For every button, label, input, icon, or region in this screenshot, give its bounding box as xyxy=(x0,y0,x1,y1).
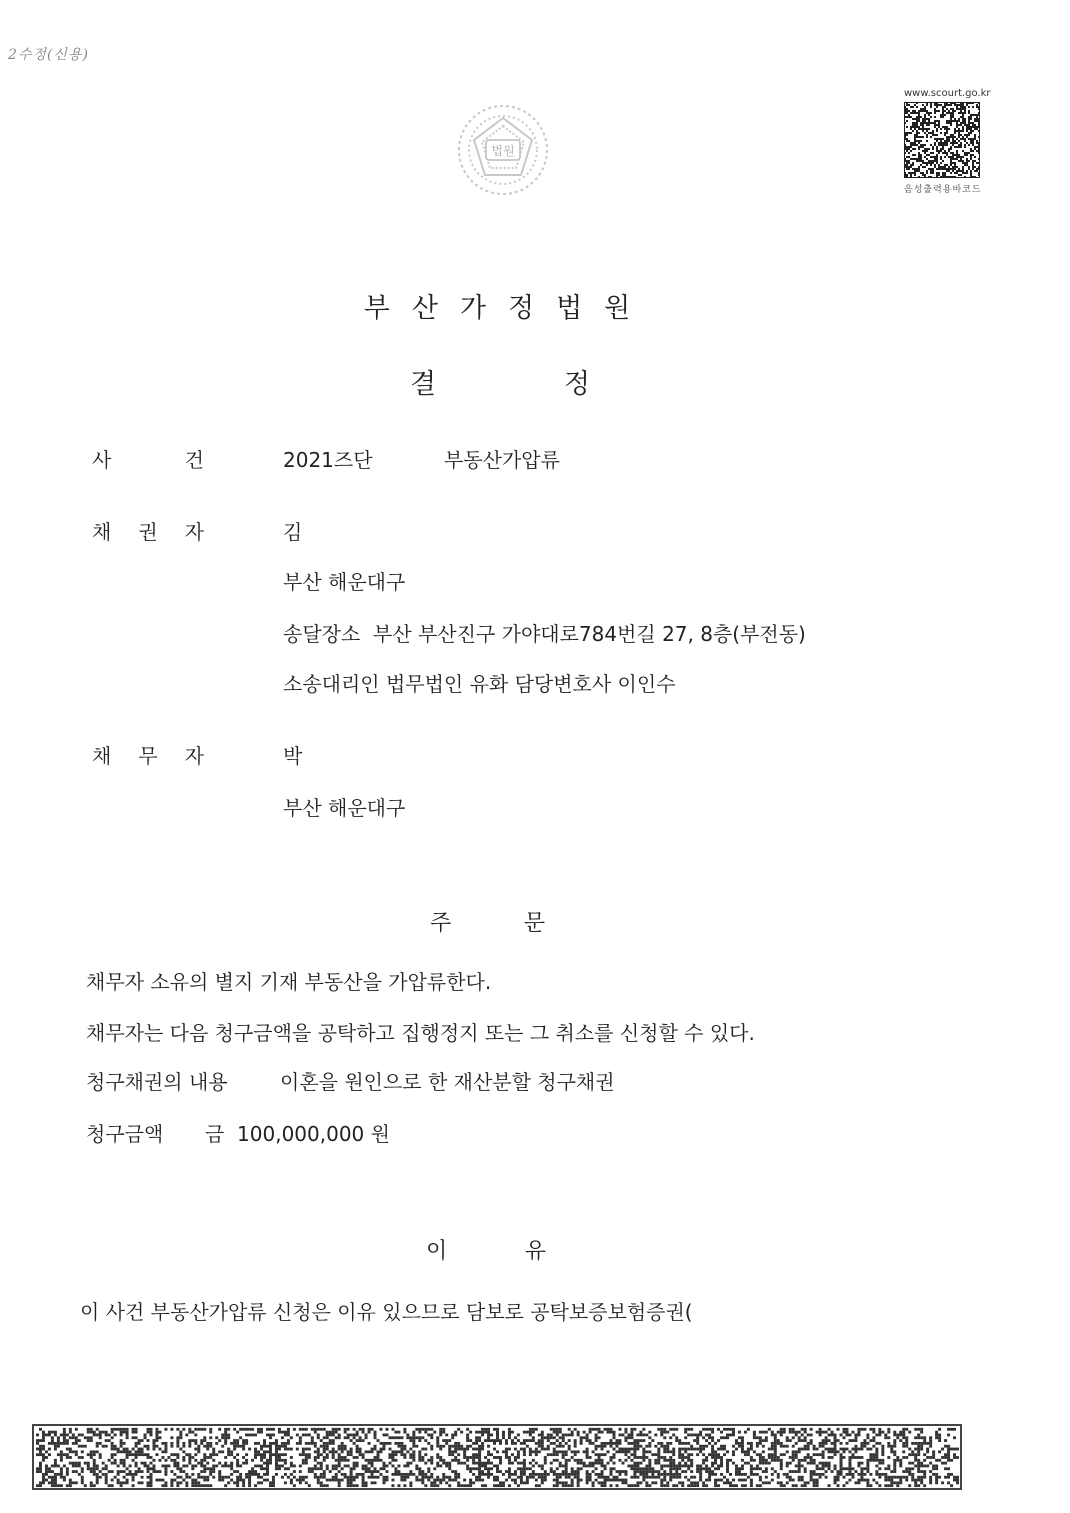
debtor-label xyxy=(92,740,204,769)
claim-content-value: 이혼을 원인으로 한 재산분할 청구채권 xyxy=(280,1070,615,1094)
claim-amount-value: 금 100,000,000 원 xyxy=(205,1122,390,1146)
handwritten-note: 2수정(신용) xyxy=(8,47,89,63)
creditor-label-char: 자 xyxy=(184,520,204,544)
case-number: 2021즈단 xyxy=(283,448,373,472)
qr-code-icon xyxy=(904,102,980,178)
creditor-service-address: 송달장소 부산 부산진구 가야대로784번길 27, 8층(부전동) xyxy=(283,622,806,646)
case-label-char: 건 xyxy=(184,448,204,472)
creditor-attorney: 소송대리인 법무법인 유화 담당변호사 이인수 xyxy=(283,672,676,696)
order-heading-char: 문 xyxy=(523,911,545,936)
reason-heading-char: 유 xyxy=(524,1239,546,1264)
order-heading-char: 주 xyxy=(430,911,452,936)
court-seal-icon xyxy=(448,100,558,200)
reason-heading xyxy=(426,1234,546,1265)
creditor-label-char: 권 xyxy=(138,520,158,544)
reason-heading-char: 이 xyxy=(426,1239,448,1264)
claim-content-label: 청구채권의 내용 xyxy=(86,1070,228,1094)
order-heading xyxy=(430,906,545,937)
case-label xyxy=(92,444,204,473)
court-name: 부산가정법원 xyxy=(363,293,653,324)
creditor-label-char: 채 xyxy=(92,520,112,544)
debtor-label-char: 채 xyxy=(92,744,112,768)
document-title-char: 결 xyxy=(410,369,437,400)
debtor-name: 박 xyxy=(283,744,303,768)
document-title xyxy=(410,362,590,401)
order-line-1: 채무자 소유의 별지 기재 부동산을 가압류한다. xyxy=(86,970,492,994)
qr-caption: 음성출력용바코드 xyxy=(904,185,982,195)
case-type: 부동산가압류 xyxy=(444,448,560,472)
claim-amount-label: 청구금액 xyxy=(86,1122,164,1146)
creditor-address: 부산 해운대구 xyxy=(283,570,406,594)
creditor-name: 김 xyxy=(283,520,303,544)
order-line-2: 채무자는 다음 청구금액을 공탁하고 집행정지 또는 그 취소를 신청할 수 있다. xyxy=(86,1021,755,1045)
creditor-label xyxy=(92,516,204,545)
qr-url: www.scourt.go.kr xyxy=(904,88,991,99)
reason-line-1: 이 사건 부동산가압류 신청은 이유 있으므로 담보로 공탁보증보험증권( xyxy=(80,1300,693,1324)
document-title-char: 정 xyxy=(563,369,590,400)
document-barcode-icon xyxy=(32,1424,962,1490)
debtor-address: 부산 해운대구 xyxy=(283,796,406,820)
debtor-label-char: 자 xyxy=(184,744,204,768)
svg-text:법원: 법원 xyxy=(491,144,515,158)
case-label-char: 사 xyxy=(92,448,112,472)
debtor-label-char: 무 xyxy=(138,744,158,768)
